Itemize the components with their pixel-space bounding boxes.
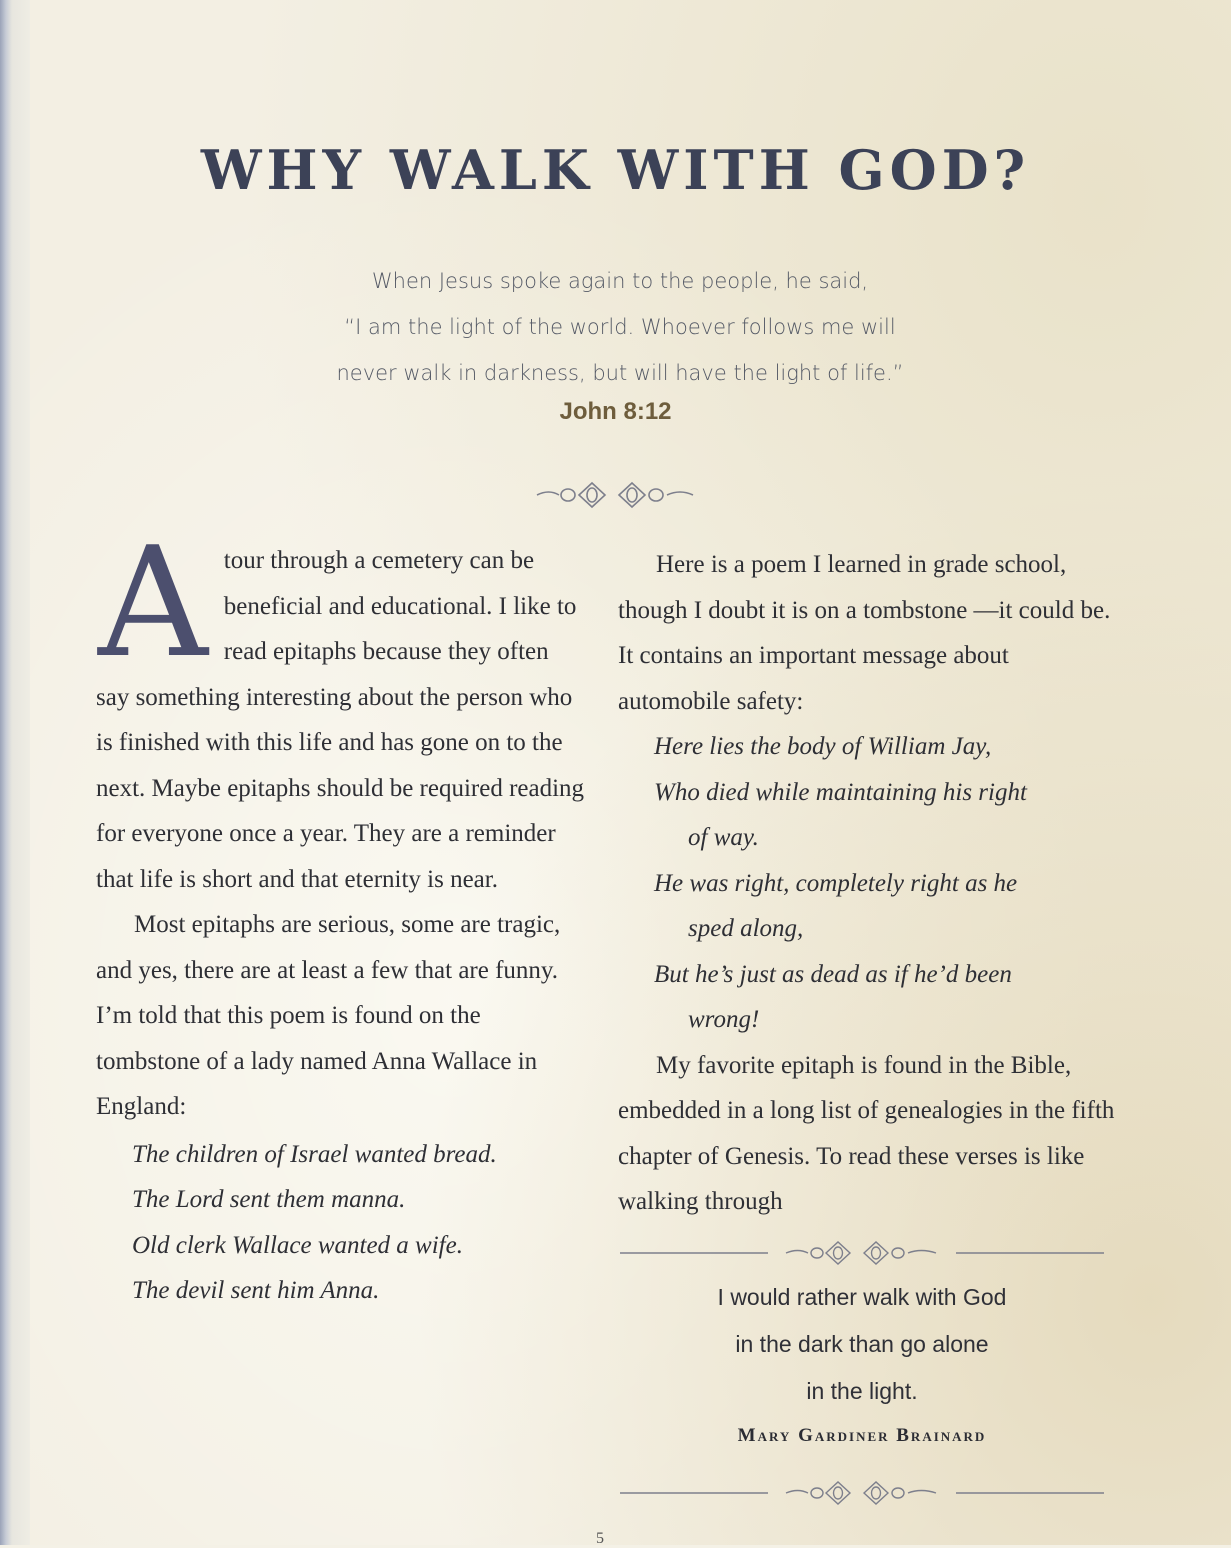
poem-line: Old clerk Wallace wanted a wife.	[132, 1231, 463, 1259]
poem-line: The children of Israel wanted bread.	[132, 1140, 497, 1168]
paragraph: Most epitaphs are serious, some are tragic, and yes, there are at least a few that are funny. I’m told that this poem is found on the tombstone of a lady named Anna Wallace in England:	[96, 911, 561, 1120]
poem-line: He was right, completely right as he	[654, 869, 1018, 897]
poem-line: sped along,	[688, 915, 804, 942]
quote-line: in the light.	[806, 1378, 918, 1404]
verse-line: never walk in darkness, but will have the light of life.”	[336, 361, 904, 385]
right-column	[618, 542, 1118, 1225]
epigraph-verse	[230, 258, 1010, 396]
quote-author: Mary Gardiner Brainard	[737, 1425, 987, 1446]
verse-line: “I am the light of the world. Whoever follows me will	[344, 315, 896, 339]
page-edge	[0, 0, 30, 1545]
pull-quote	[618, 1274, 1106, 1415]
drop-cap: A	[98, 514, 208, 691]
page-title: WHY WALK WITH GOD?	[200, 138, 1031, 202]
poem-line: But he’s just as dead as if he’d been	[654, 960, 1012, 988]
epitaph-poem	[96, 1132, 586, 1314]
verse-line: When Jesus spoke again to the people, he said,	[371, 269, 869, 293]
poem-line: Who died while maintaining his right	[654, 778, 1027, 806]
paragraph: My favorite epitaph is found in the Bible, embedded in a long list of genealogies in the fifth chapter of Genesis. To read these verses is like walking through	[618, 1051, 1115, 1215]
paragraph: Here is a poem I learned in grade school, though I doubt it is on a tombstone —it could be. It contains an important message about automobile safety:	[618, 551, 1111, 715]
epitaph-poem	[618, 724, 1118, 1043]
poem-line: The Lord sent them manna.	[132, 1186, 406, 1213]
poem-line: of way.	[688, 824, 759, 851]
poem-line: wrong!	[688, 1006, 760, 1033]
ornament-divider	[618, 1478, 1106, 1508]
left-column	[96, 514, 586, 1314]
quote-line: in the dark than go alone	[735, 1331, 989, 1357]
quote-line: I would rather walk with God	[717, 1284, 1007, 1310]
page-number: 5	[596, 1530, 604, 1547]
poem-line: Here lies the body of William Jay,	[654, 733, 992, 760]
verse-reference: John 8:12	[559, 398, 672, 425]
ornament-divider	[618, 1238, 1106, 1268]
paragraph: tour through a cemetery can be beneficial and educational. I like to read epitaphs because they often say something interesting about the person who is finished with this life and has gone on to the next. Maybe epitaphs should be required reading for everyone once a year. They are a reminder that life is short and that eternity is near.	[96, 547, 585, 893]
ornament-divider	[535, 478, 695, 512]
poem-line: The devil sent him Anna.	[132, 1277, 380, 1304]
